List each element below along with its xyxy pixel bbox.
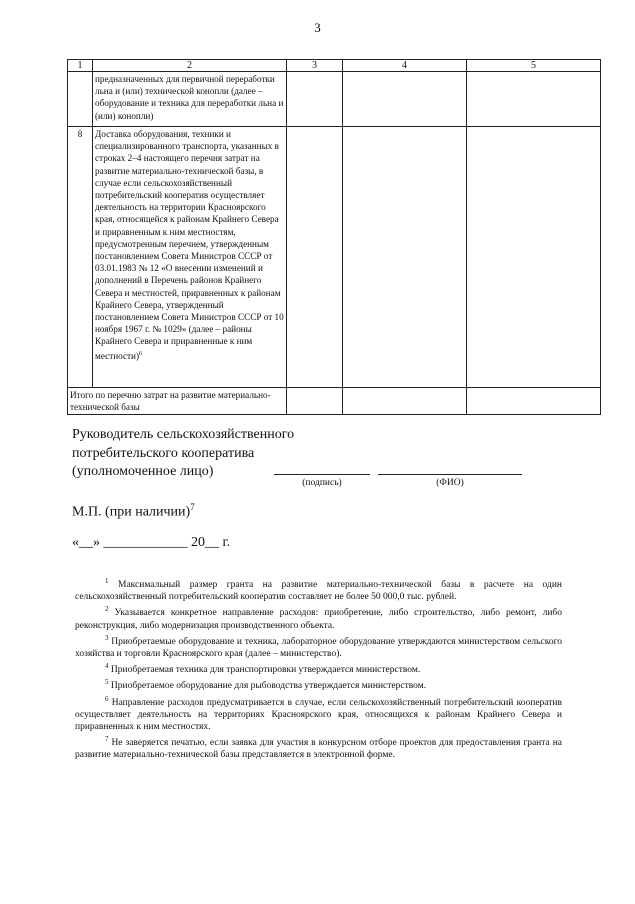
table-header-row <box>68 60 601 72</box>
footnote-ref: 7 <box>190 502 195 512</box>
footnote-number: 3 <box>105 633 109 642</box>
stamp-text: М.П. (при наличии) <box>72 504 191 520</box>
footnote-number: 2 <box>105 605 109 614</box>
expenses-table <box>67 59 601 415</box>
footnotes <box>75 575 562 761</box>
stamp-note <box>72 502 195 521</box>
table-row <box>68 127 601 388</box>
footnote-text: Указывается конкретное направление расходов: приобретение, либо строительство, либо ремонт, либо реконструкция, либо модернизация производственного объекта. <box>75 608 562 631</box>
footnote-text: Приобретаемые оборудование и техника, лабораторное оборудование утверждаются министерством сельского хозяйства и торговли Красноярского края (далее – министерство). <box>75 636 563 659</box>
table-cell <box>343 127 467 388</box>
table-row <box>68 72 601 127</box>
column-header: 1 <box>68 60 93 72</box>
footnote-number: 5 <box>105 678 109 687</box>
table-cell <box>467 388 601 415</box>
signature-title-line3: (уполномоченное лицо) <box>72 464 214 479</box>
row-number: 8 <box>68 127 93 388</box>
page-number: 3 <box>314 20 321 35</box>
name-line <box>378 473 522 475</box>
column-header: 5 <box>467 60 601 72</box>
table-cell <box>467 127 601 388</box>
table-cell <box>343 388 467 415</box>
table-cell <box>287 388 343 415</box>
footnote <box>75 632 562 660</box>
footnote-ref: 6 <box>139 350 143 357</box>
signature-caption: (подпись) <box>302 478 342 488</box>
name-caption: (ФИО) <box>436 478 464 488</box>
row-text: предназначенных для первичной переработки льна и (или) технической конопли (далее – оборудование и техника для переработки льна и (или) конопли) <box>95 74 284 121</box>
date-line: «__» ____________ 20__ г. <box>72 535 231 550</box>
row-text: Доставка оборудования, техники и специализированного транспорта, указанных в строках 2–4 настоящего перечня затрат на развитие материально-технической базы, в случае если сельскохозяйственный потребительский кооператив осуществляет деятельность на территории Красноярского края, относящейся к районам Крайнего Севера и приравненным к ним местностям, предусмотренным перечнем, утвержденным постановлением Совета Министров СССР от 03.01.1983 № 12 «О внесении изменений и дополнений в Перечень районов Крайнего Севера и местностей, приравненных к районам Крайнего Севера, утвержденный постановлением Совета Министров СССР от 10 ноября 1967 г. № 1029» (далее – районы Крайнего Севера и приравненные к ним местности) <box>95 129 284 361</box>
footnote-number: 1 <box>105 577 109 585</box>
footnote <box>75 660 562 676</box>
footnote-number: 4 <box>105 662 109 671</box>
table-cell <box>287 72 343 127</box>
row-number <box>68 72 93 127</box>
footnote-text: Приобретаемая техника для транспортировки утверждается министерством. <box>110 665 421 676</box>
table-total-row <box>68 388 601 415</box>
table-cell <box>287 127 343 388</box>
column-header: 3 <box>287 60 343 72</box>
signature-title-line2: потребительского кооператива <box>72 445 255 461</box>
column-header: 2 <box>93 60 287 72</box>
column-header: 4 <box>343 60 467 72</box>
footnote-text: Направление расходов предусматривается в случае, если сельскохозяйственный потребительский кооператив осуществляет деятельность на территориях Красноярского края, относящихся к районам Крайнего Севера и приравненных к ним местностях. <box>75 697 562 732</box>
footnote-text: Не заверяется печатью, если заявка для участия в конкурсном отборе проектов для предоставления гранта на развитие материально-технической базы представляется в электронной форме. <box>75 738 562 761</box>
footnote <box>75 603 562 631</box>
footnote-number: 7 <box>105 734 109 743</box>
footnote <box>75 733 562 761</box>
row-description <box>93 127 287 388</box>
footnote <box>75 676 562 692</box>
footnote <box>75 693 562 733</box>
footnote-number: 6 <box>105 694 109 703</box>
table-cell <box>343 72 467 127</box>
signature-block <box>72 426 294 482</box>
total-label: Итого по перечню затрат на развитие материально-технической базы <box>68 388 287 415</box>
row-description <box>93 72 287 127</box>
signature-line <box>274 473 370 475</box>
table-cell <box>467 72 601 127</box>
footnote-text: Максимальный размер гранта на развитие материально-технической базы в расчете на один сельскохозяйственный потребительский кооператив составляет не более 50 000,0 тыс. рублей. <box>75 580 563 603</box>
footnote <box>75 575 562 603</box>
footnote-text: Приобретаемое оборудование для рыбоводства утверждается министерством. <box>110 681 427 692</box>
signature-title-line1: Руководитель сельскохозяйственного <box>72 427 295 442</box>
